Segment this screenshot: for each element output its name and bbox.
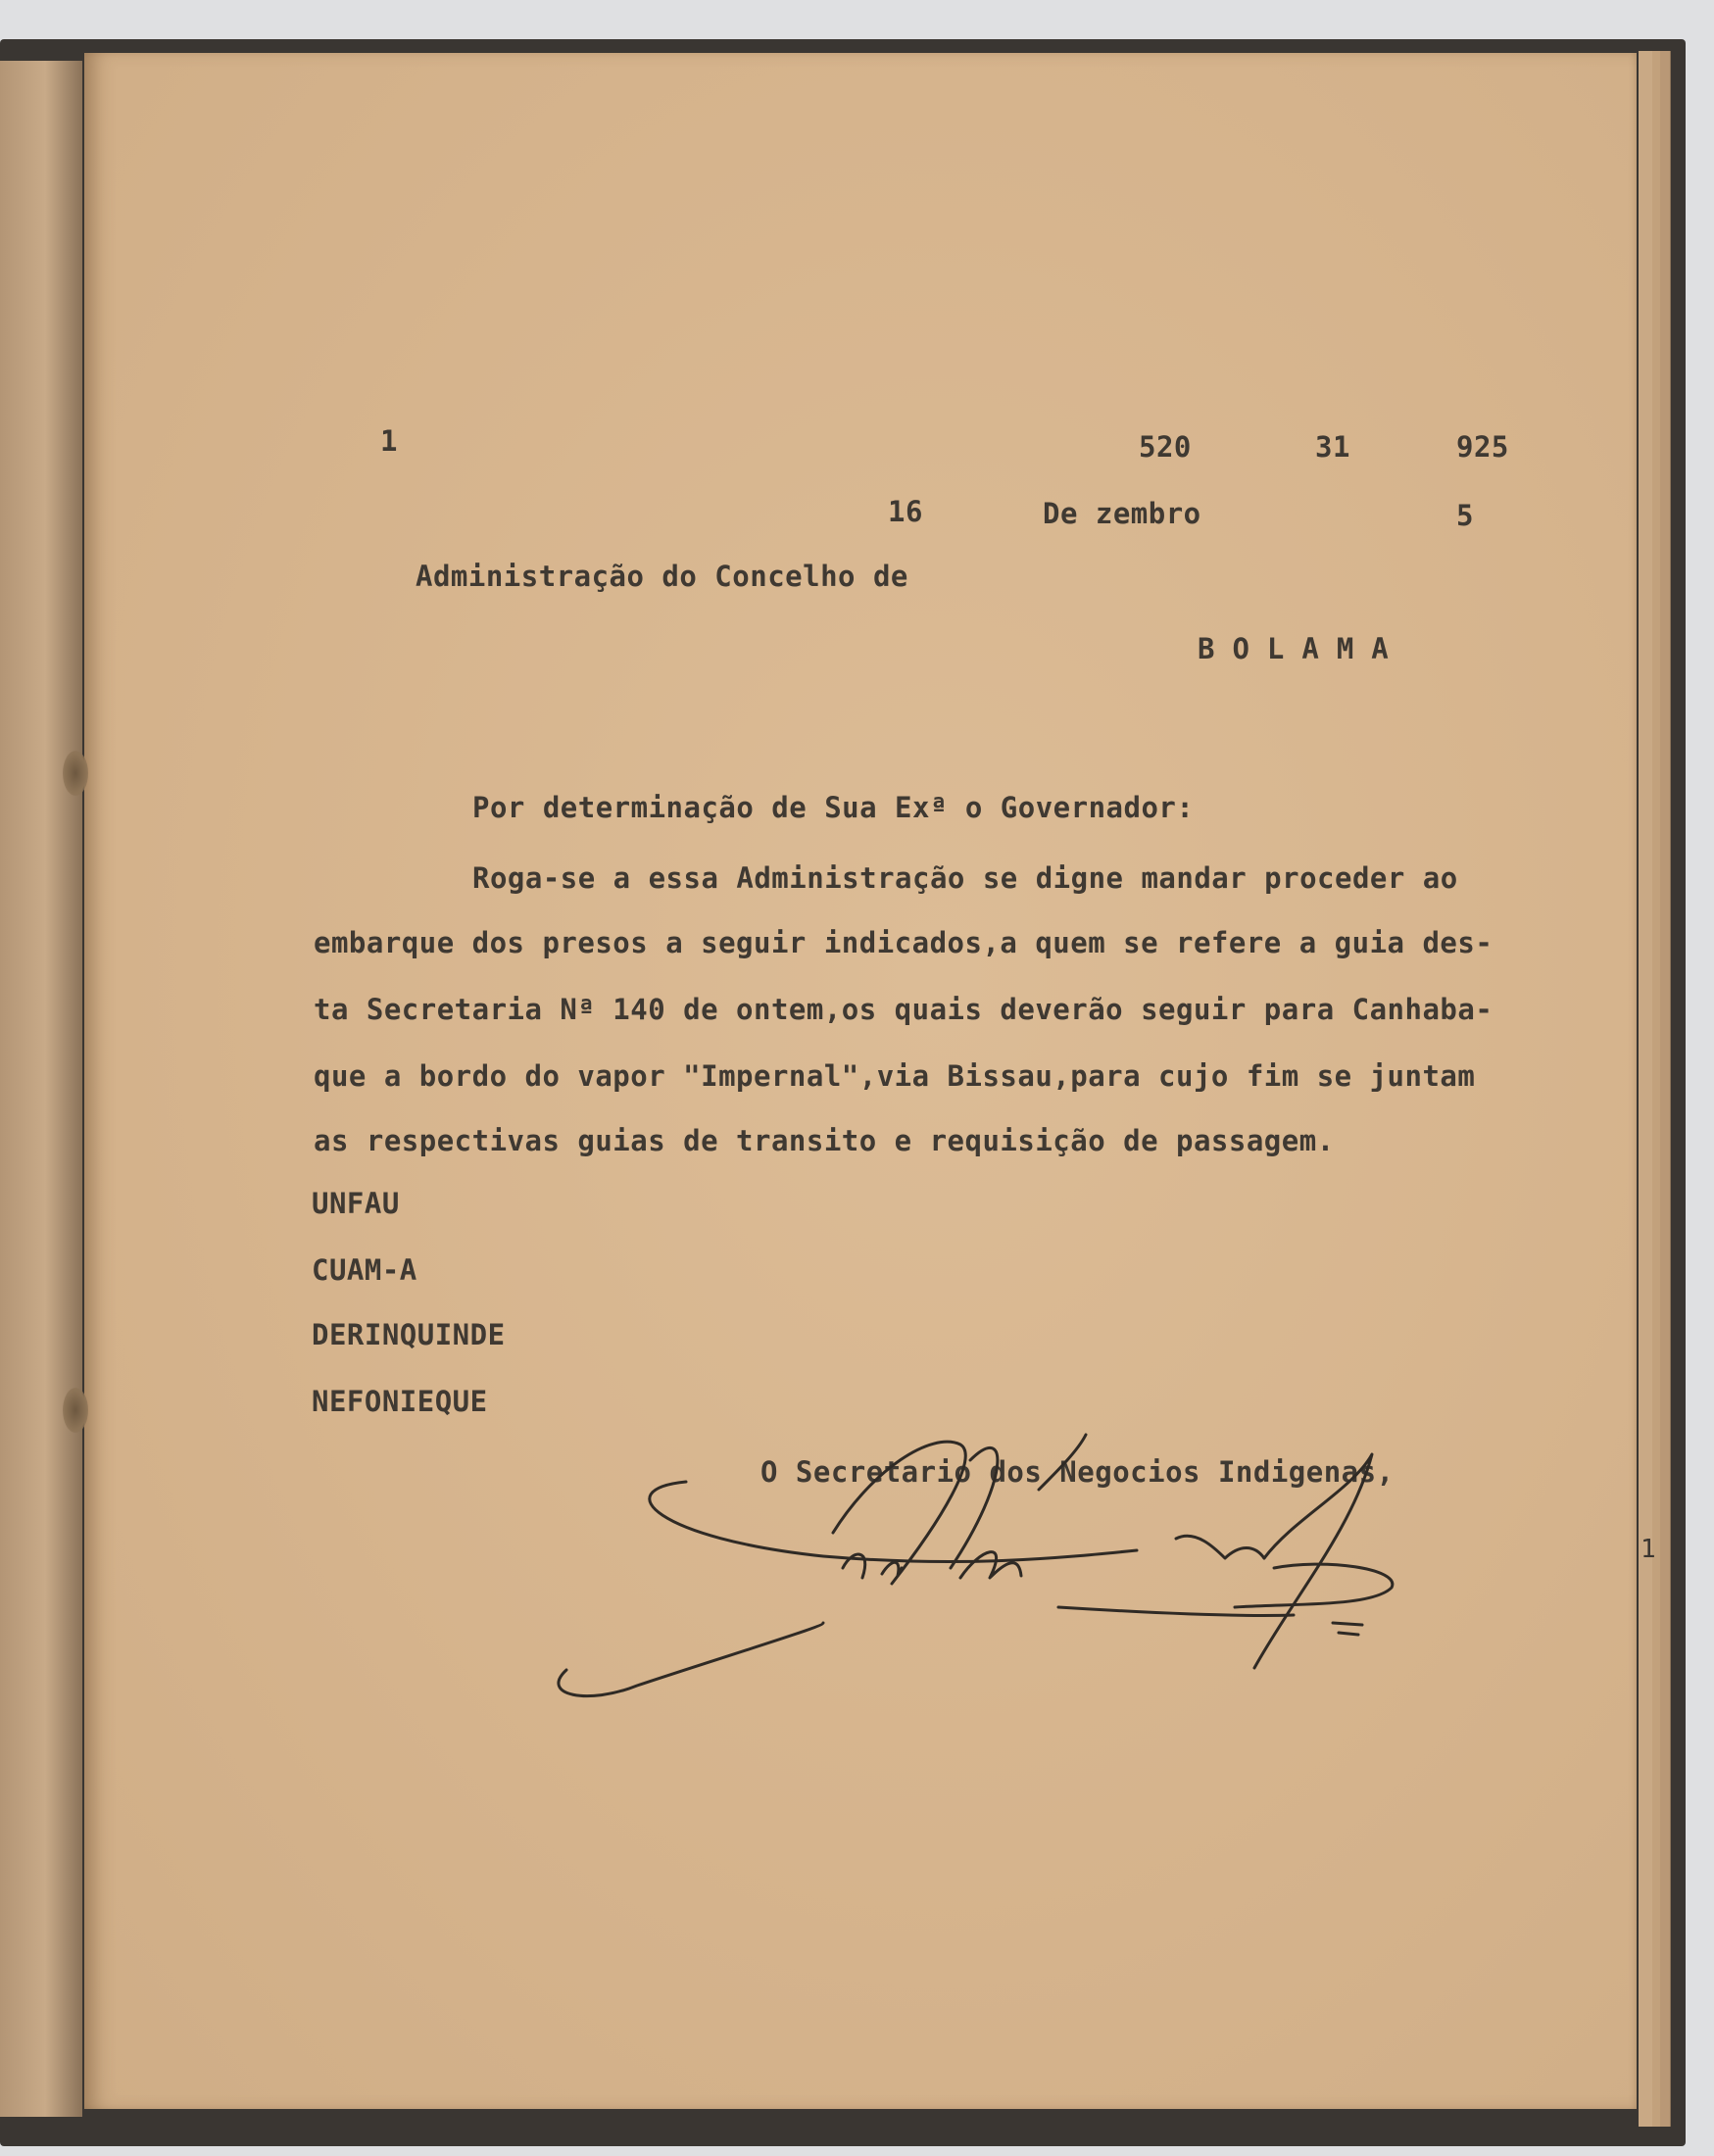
margin-mark: 1 [1641, 1535, 1656, 1564]
body-line: que a bordo do vapor "Impernal",via Bissau,para cujo fim se juntam [314, 1059, 1476, 1093]
binding-hole [63, 1388, 88, 1433]
opening-line: Por determinação de Sua Exª o Governador: [472, 791, 1195, 824]
ref-year: 925 [1456, 430, 1509, 464]
ref-number: 1 [380, 424, 398, 458]
closing-line: O Secretario dos Negocios Indigenas, [760, 1455, 1395, 1489]
prisoner-name: NEFONIEQUE [312, 1385, 488, 1418]
ref-code: 520 [1139, 430, 1192, 464]
prisoner-name: DERINQUINDE [312, 1318, 506, 1351]
prisoner-name: UNFAU [312, 1187, 400, 1220]
handwritten-signature [549, 1411, 1431, 1705]
date-month: De zembro [1043, 497, 1201, 530]
date-year-digit: 5 [1456, 499, 1474, 532]
body-line: Roga-se a essa Administração se digne mandar proceder ao [472, 861, 1458, 895]
left-page-edge [0, 61, 82, 2117]
addressee-place: BOLAMA [1198, 632, 1406, 665]
addressee-line: Administração do Concelho de [416, 560, 908, 593]
page-edge [1660, 51, 1671, 2127]
ref-series: 31 [1315, 430, 1350, 464]
body-line: as respectivas guias de transito e requisição de passagem. [314, 1124, 1335, 1157]
prisoner-name: CUAM-A [312, 1253, 417, 1287]
body-line: embarque dos presos a seguir indicados,a quem se refere a guia des- [314, 926, 1494, 959]
body-line: ta Secretaria Nª 140 de ontem,os quais deverão seguir para Canhaba- [314, 993, 1494, 1026]
date-day: 16 [888, 495, 923, 528]
binding-hole [63, 751, 88, 796]
